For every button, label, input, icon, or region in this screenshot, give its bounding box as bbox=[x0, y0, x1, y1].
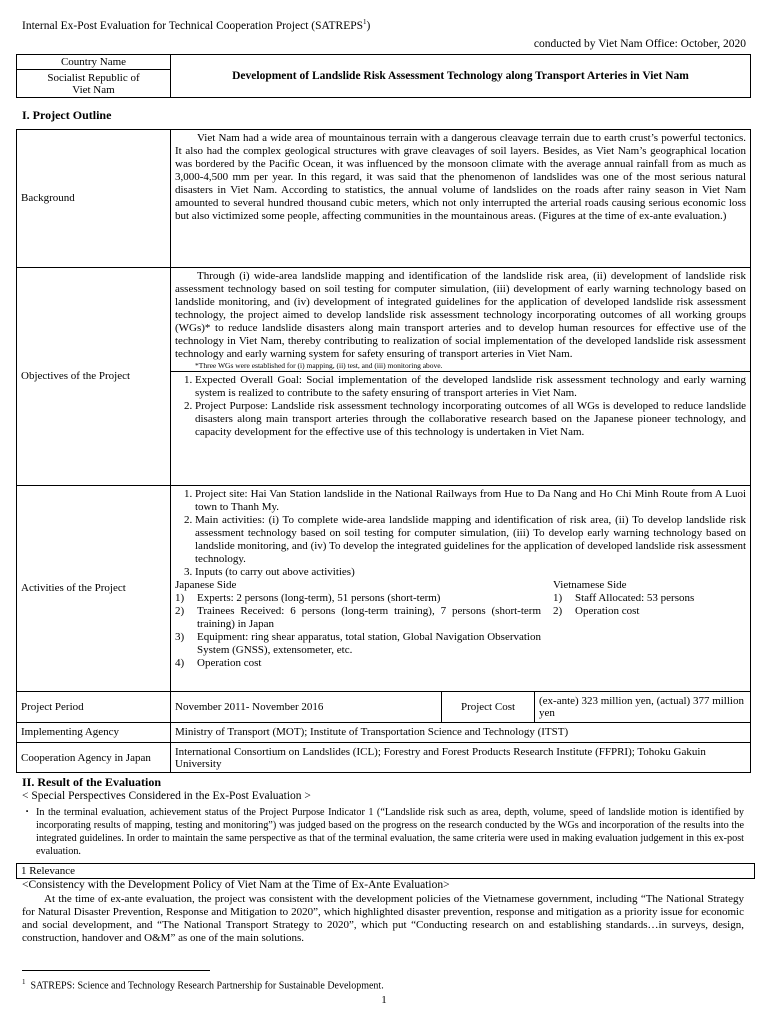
objectives-list bbox=[175, 374, 746, 439]
section-project-outline: I. Project Outline bbox=[22, 108, 112, 122]
consistency-heading: <Consistency with the Development Policy of Viet Nam at the Time of Ex-Ante Evaluation> bbox=[22, 879, 450, 891]
vietnamese-side-heading: Vietnamese Side bbox=[553, 579, 627, 591]
country-label: Country Name bbox=[17, 55, 171, 70]
footnote-divider bbox=[22, 970, 210, 971]
relevance-heading: 1 Relevance bbox=[16, 863, 755, 879]
jp-input: Operation cost bbox=[197, 657, 262, 669]
implementing-label: Implementing Agency bbox=[17, 723, 171, 743]
activity-site: 1. Project site: Hai Van Station landslide in the National Railways from Hue to Da Nang and Ho Chi Minh Route from A Luoi town to Thanh My. bbox=[195, 488, 746, 514]
activities-label: Activities of the Project bbox=[17, 486, 171, 692]
cost-label: Project Cost bbox=[442, 692, 535, 722]
document-header-title: Internal Ex-Post Evaluation for Technical Cooperation Project (SATREPS$^1$) bbox=[22, 18, 371, 32]
japanese-side: Japanese Side 1) Experts: 2 persons (long-term), 51 persons (short-term) 2) Trainees Received: 6 persons (long-term training), 7 persons (short-term training) in Japan 3) Equipment: ring shear apparatus, total station, Global Navigation Observation System (GNSS), extensometer, etc. 4) Operation cost bbox=[175, 579, 541, 669]
cooperation-label: Cooperation Agency in Japan bbox=[17, 743, 171, 773]
vn-input: Staff Allocated: 53 persons bbox=[575, 592, 695, 604]
conducted-by: conducted by Viet Nam Office: October, 2020 bbox=[533, 38, 746, 50]
period-value: November 2011- November 2016 bbox=[171, 692, 442, 722]
special-perspectives-item bbox=[22, 806, 744, 858]
implementing-value: Ministry of Transport (MOT); Institute of Transportation Science and Technology (ITST) bbox=[171, 723, 751, 743]
objectives-note: *Three WGs were established for (i) mapping, (ii) test, and (iii) monitoring above. bbox=[195, 361, 443, 370]
project-purpose: 2. Project Purpose: Landslide risk assessment technology incorporating outcomes of all WGs is developed to reduce landslide disasters along main transport arteries through the collaborative research based on the Japanese pioneer technology, and capacity development for the effective use of this technology is undertaken in Viet Nam. bbox=[195, 400, 746, 439]
jp-input: Equipment: ring shear apparatus, total station, Global Navigation Observation System (GNSS), extensometer, etc. bbox=[197, 631, 541, 656]
period-label: Project Period bbox=[17, 692, 171, 723]
jp-input: Trainees Received: 6 persons (long-term training), 7 persons (short-term training) in Japan bbox=[197, 605, 541, 630]
footnote: $^1$ SATREPS: Science and Technology Research Partnership for Sustainable Development. bbox=[22, 978, 384, 992]
special-perspectives-text: In the terminal evaluation, achievement status of the Project Purpose Indicator 1 (“Landslide risk such as area, depth, volume, speed of landslide motion is identified by incorporating results of mapping, testing and monitoring”) was judged based on the progress on the research conducted by the WGs and incorporation of the results into the integrated guidelines. In order to maintain the same perspective as that of the terminal evaluation, the same criteria were used in making evaluation judgement in this ex-post evaluation. bbox=[36, 807, 744, 857]
cost-value: (ex-ante) 323 million yen, (actual) 377 million yen bbox=[539, 695, 744, 719]
project-info-table bbox=[16, 54, 751, 98]
objectives-text: Through (i) wide-area landslide mapping and identification of the landslide risk area, (ii) development of landslide risk assessment technology based on soil testing for computer simulation, (iii) development of early warning technology based on landslide monitoring, and (iv) development of integrated guidelines for the application of developed landslide risk assessment technology, the project aimed to develop landslide risk assessment technology incorporating outcomes of all working groups (WGs)* to reduce landslide disasters along main transport arteries and to develop human resources for effective use of the technology in Viet Nam, thereby contributing to realization of social implementation of the developed landslide risk assessment technology and early warning system for safety ensuring of transport arteries in Viet Nam. bbox=[175, 270, 746, 360]
country-value: Socialist Republic of Viet Nam bbox=[17, 70, 171, 98]
background-text: Viet Nam had a wide area of mountainous terrain with a dangerous cleavage terrain due to earth crust’s powerful tectonics. It also had the complex geological structures with grave cleavages of soil layers. Besides, as Viet Nam’s geographical location was bordered by the Pacific Ocean, it was influenced by the monsoon climate with the average annual rainfall from as much as 3,000-4,500 mm per year. In this regard, it was said that the phenomenon of landslides was one of the most serious natural disasters in Viet Nam. According to statistics, the annual volume of landslides on the roads after rainy season in Viet Nam amounted to several hundred thousand cubic meters, which not only interrupted the arterial roads causing serious economic loss but also victimized some people, affecting communities in the mountainous areas. (Figures at the time of ex-ante evaluation.) bbox=[171, 130, 751, 268]
section-result: II. Result of the Evaluation bbox=[22, 775, 162, 789]
overall-goal: 1. Expected Overall Goal: Social implementation of the developed landslide risk assessment technology and early warning system is realized to contribute to the safety ensuring of transport arteries in Viet Nam. bbox=[195, 374, 746, 400]
cooperation-value: International Consortium on Landslides (ICL); Forestry and Forest Products Research Institute (FFPRI); Tohoku Gakuin University bbox=[171, 743, 751, 773]
special-perspectives-heading: < Special Perspectives Considered in the Ex-Post Evaluation > bbox=[22, 790, 311, 802]
vn-input: Operation cost bbox=[575, 605, 640, 617]
background-label: Background bbox=[17, 130, 171, 268]
objectives-label: Objectives of the Project bbox=[17, 268, 171, 486]
vietnamese-side: Vietnamese Side 1) Staff Allocated: 53 persons 2) Operation cost bbox=[541, 579, 746, 670]
activity-main: 2. Main activities: (i) To complete wide-area landslide mapping and identification of risk area, (ii) To develop landslide risk assessment technology based on soil testing for computer simulation, (iii) To develop early warning technology based on landslide monitoring, and (iv) To develop the integrated guidelines for the application of developed landslide risk assessment technology. bbox=[195, 514, 746, 566]
jp-input: Experts: 2 persons (long-term), 51 persons (short-term) bbox=[197, 592, 441, 604]
consistency-paragraph: At the time of ex-ante evaluation, the project was consistent with the development policies of the Vietnamese government, including “The National Strategy for Natural Disaster Prevention, Response and Mitigation to 2020”, which highlighted disaster prevention, response and mitigation as a priority issue for economic and social development, and “The National Transport Strategy to 2020”, which put “Conducting research on and establishing standards…in surveys, design, construction, handover and O&M” as one of the main solutions. bbox=[22, 893, 744, 944]
activity-inputs: 3. Inputs (to carry out above activities) bbox=[195, 566, 746, 579]
project-title: Development of Landslide Risk Assessment Technology along Transport Arteries in Viet Nam bbox=[171, 55, 751, 98]
japanese-side-heading: Japanese Side bbox=[175, 579, 237, 591]
activities-list bbox=[175, 488, 746, 579]
page-number: 1 bbox=[381, 994, 387, 1006]
project-outline-table bbox=[16, 129, 751, 773]
bullet-mark: ・ bbox=[22, 807, 33, 818]
